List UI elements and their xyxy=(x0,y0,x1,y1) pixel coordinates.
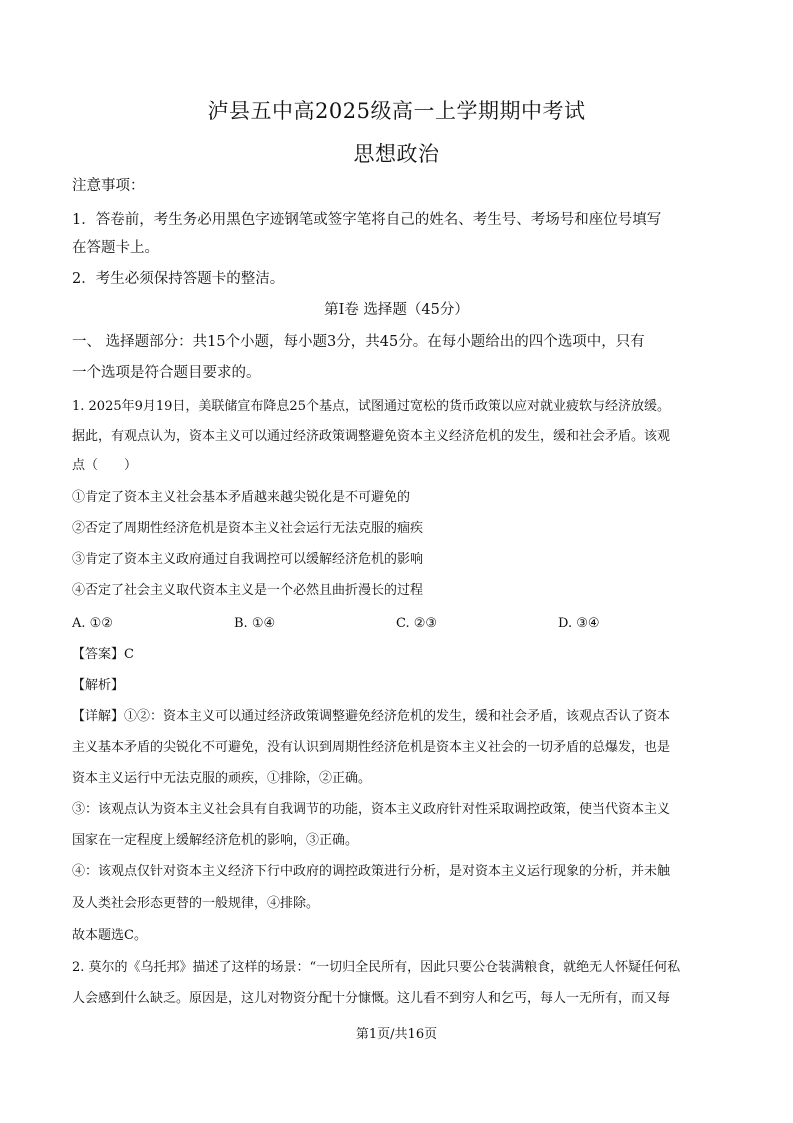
q2-stem-line-2: 人会感到什么缺乏。原因是，这儿对物资分配十分慷慨。这儿看不到穷人和乞丐，每人一无所有，而又每 xyxy=(72,991,671,1006)
q1-detail-3-line-1: ④：该观点仅针对资本主义经济下行中政府的调控政策进行分析，是对资本主义运行现象的分析，并未触 xyxy=(72,864,671,879)
q1-statement-1: ①肯定了资本主义社会基本矛盾越来越尖锐化是不可避免的 xyxy=(72,490,411,505)
section-title: 第Ⅰ卷 选择题（45分） xyxy=(324,302,469,318)
page-number: 第1页/共16页 xyxy=(355,1027,438,1042)
section-instruction-line-2: 一个选项是符合题目要求的。 xyxy=(72,365,261,381)
subject-title: 思想政治 xyxy=(353,142,440,166)
q1-stem-line-3: 点（ ） xyxy=(72,458,138,473)
q1-statement-3: ③肯定了资本主义政府通过自我调控可以缓解经济危机的影响 xyxy=(72,552,424,567)
q1-statement-4: ④否定了社会主义取代资本主义是一个必然且曲折漫长的过程 xyxy=(72,583,424,598)
q1-option-c: C. ②③ xyxy=(396,616,438,631)
q1-conclusion: 故本题选C。 xyxy=(72,928,147,943)
notice-item-2: 2．考生必须保持答题卡的整洁。 xyxy=(72,271,285,287)
notice-item-1-line-2: 在答题卡上。 xyxy=(72,240,159,256)
exam-title: 泸县五中高2025级高一上学期期中考试 xyxy=(207,99,586,123)
q1-detail-1-line-3: 资本主义运行中无法克服的顽疾，①排除，②正确。 xyxy=(72,771,372,786)
q1-detail-1-line-1: 【详解】①②：资本主义可以通过经济政策调整避免经济危机的发生，缓和社会矛盾，该观点否认了资本 xyxy=(72,709,671,724)
q1-option-d: D. ③④ xyxy=(558,616,600,631)
q1-option-a: A. ①② xyxy=(72,616,113,631)
notice-heading: 注意事项： xyxy=(72,178,145,194)
notice-item-1-line-1: 1．答卷前，考生务必用黑色字迹钢笔或签字笔将自己的姓名、考生号、考场号和座位号填写 xyxy=(72,212,662,228)
q1-analysis-heading: 【解析】 xyxy=(72,678,125,693)
q1-detail-3-line-2: 及人类社会形态更替的一般规律，④排除。 xyxy=(72,896,320,911)
section-instruction-line-1: 一、 选择题部分：共15个小题，每小题3分，共45分。在每小题给出的四个选项中，只有 xyxy=(72,334,645,350)
q1-detail-2-line-2: 国家在一定程度上缓解经济危机的影响，③正确。 xyxy=(72,833,359,848)
q1-stem-line-2: 据此，有观点认为，资本主义可以通过经济政策调整避免资本主义经济危机的发生，缓和社会矛盾。该观 xyxy=(72,429,671,444)
q1-stem-line-1: 1. 2025年9月19日，美联储宣布降息25个基点，试图通过宽松的货币政策以应对就业疲软与经济放缓。 xyxy=(72,399,670,414)
q1-answer: 【答案】C xyxy=(72,647,134,662)
q1-detail-1-line-2: 主义基本矛盾的尖锐化不可避免，没有认识到周期性经济危机是资本主义社会的一切矛盾的总爆发，也是 xyxy=(72,740,671,755)
q2-stem-line-1: 2. 莫尔的《乌托邦》描述了这样的场景：“一切归全民所有，因此只要公仓装满粮食，就绝无人怀疑任何私 xyxy=(72,960,681,975)
q1-detail-2-line-1: ③：该观点认为资本主义社会具有自我调节的功能，资本主义政府针对性采取调控政策，使当代资本主义 xyxy=(72,802,671,817)
q1-option-b: B. ①④ xyxy=(234,616,276,631)
q1-statement-2: ②否定了周期性经济危机是资本主义社会运行无法克服的痼疾 xyxy=(72,521,424,536)
